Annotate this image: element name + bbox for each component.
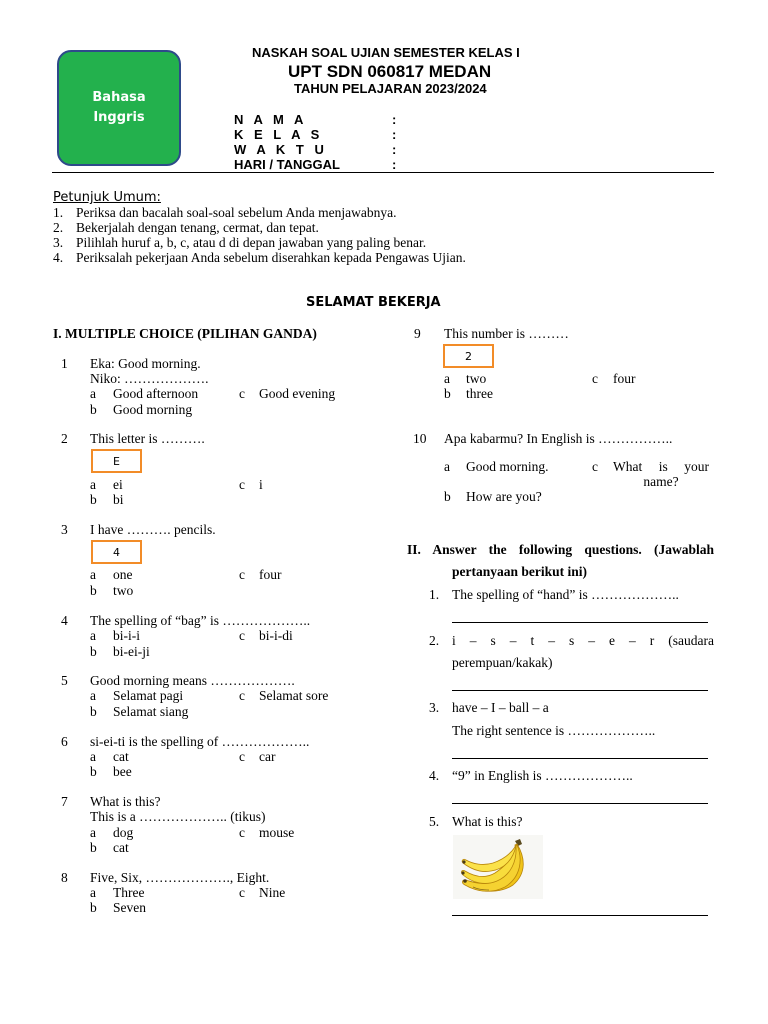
option-c: Nine [259,885,286,900]
instruction-num: 4. [53,250,64,265]
option-a: Three [113,885,145,900]
instruction-num: 3. [53,235,64,250]
subject-badge [57,50,181,166]
option-c: four [259,567,282,582]
question-number: 8 [61,870,68,885]
question-text-2: perempuan/kakak) [452,655,553,670]
option-a: Selamat pagi [113,688,184,703]
question-number: 7 [61,794,68,809]
option-a: cat [113,749,129,764]
option-b-label: b [90,402,97,417]
option-b: bi [113,492,124,507]
field-kelas-colon: : [392,127,397,142]
option-a-label: a [90,688,96,703]
question-number: 1. [429,587,440,602]
question-number: 9 [414,326,421,341]
greeting: SELAMAT BEKERJA [306,295,441,310]
question-number: 4. [429,768,440,783]
option-b-label: b [90,644,97,659]
option-c: Good evening [259,386,336,401]
field-nama-label: N A M A [234,112,307,127]
option-c: bi-i-di [259,628,293,643]
option-b: cat [113,840,129,855]
answer-line [452,690,708,691]
option-b-label: b [90,900,97,915]
field-waktu-colon: : [392,142,397,157]
option-b-label: b [90,840,97,855]
option-a: ei [113,477,123,492]
option-b-label: b [90,492,97,507]
question-text-2: Niko: ………………. [90,371,209,386]
question-number: 4 [61,613,68,628]
option-b: bi-ei-ji [113,644,150,659]
option-b-label: b [444,386,451,401]
option-c-label: c [239,885,245,900]
section2-title: II. Answer the following questions. (Jawablah [407,542,714,557]
option-c-label: c [592,459,598,474]
option-b-label: b [90,764,97,779]
question-text: “9” in English is ……………….. [452,768,633,783]
field-nama-colon: : [392,112,397,127]
option-b-label: b [444,489,451,504]
question-text: I have ………. pencils. [90,522,216,537]
question-text-2: This is a ……………….. (tikus) [90,809,266,824]
option-c-label: c [239,825,245,840]
question-number: 5. [429,814,440,829]
academic-year: TAHUN PELAJARAN 2023/2024 [294,81,487,96]
question-number: 5 [61,673,68,688]
option-c: mouse [259,825,295,840]
option-b-label: b [90,704,97,719]
option-c: What is your name? [613,459,709,489]
question-number: 3 [61,522,68,537]
option-a-label: a [90,749,96,764]
instruction-text: Pilihlah huruf a, b, c, atau d di depan jawaban yang paling benar. [76,235,427,250]
option-c-label: c [239,567,245,582]
question-text: Good morning means ………………. [90,673,295,688]
question-text: This number is ……… [444,326,569,341]
number-box: 2 [443,344,494,368]
question-number: 1 [61,356,68,371]
option-a-label: a [90,567,96,582]
school-name: UPT SDN 060817 MEDAN [288,62,492,81]
question-text: Five, Six, ………………., Eight. [90,870,270,885]
exam-title: NASKAH SOAL UJIAN SEMESTER KELAS I [252,45,520,60]
option-c-label: c [239,386,245,401]
option-b: two [113,583,134,598]
option-b: Good morning [113,402,193,417]
subject-label: Bahasa Inggris [92,90,146,125]
letter-box: E [91,449,142,473]
field-tanggal-label: HARI / TANGGAL [234,157,340,172]
question-number: 10 [413,431,427,446]
question-text: Eka: Good morning. [90,356,201,371]
option-c-label: c [239,688,245,703]
instruction-text: Bekerjalah dengan tenang, cermat, dan tepat. [76,220,319,235]
question-text: This letter is ………. [90,431,205,446]
answer-line [452,758,708,759]
question-number: 3. [429,700,440,715]
option-a: Good morning. [466,459,549,474]
option-b-label: b [90,583,97,598]
option-c-label: c [239,749,245,764]
option-a-label: a [90,386,96,401]
number-box: 4 [91,540,142,564]
banana-image [453,835,543,899]
option-a: one [113,567,133,582]
question-text-2: The right sentence is ……………….. [452,723,656,738]
answer-line [452,915,708,916]
option-a-label: a [444,371,450,386]
instruction-num: 1. [53,205,64,220]
answer-line [452,622,708,623]
instruction-num: 2. [53,220,64,235]
question-number: 2 [61,431,68,446]
option-a-label: a [90,825,96,840]
option-c-label: c [239,628,245,643]
instructions-title: Petunjuk Umum: [53,190,161,205]
option-a-label: a [444,459,450,474]
option-a: Good afternoon [113,386,199,401]
answer-line [452,803,708,804]
option-c: four [613,371,636,386]
instruction-text: Periksa dan bacalah soal-soal sebelum Anda menjawabnya. [76,205,397,220]
option-a: dog [113,825,134,840]
option-b: How are you? [466,489,542,504]
question-text: i – s – t – s – e – r (saudara [452,633,714,648]
question-text: What is this? [452,814,523,829]
option-c: Selamat sore [259,688,329,703]
question-text: have – I – ball – a [452,700,549,715]
option-b: bee [113,764,132,779]
question-text: Apa kabarmu? In English is …………….. [444,431,673,446]
question-number: 2. [429,633,440,648]
field-tanggal-colon: : [392,157,397,172]
option-c: i [259,477,263,492]
field-kelas-label: K E L A S [234,127,323,142]
field-waktu-label: W A K T U [234,142,328,157]
question-text: The spelling of “bag” is ……………….. [90,613,311,628]
header-divider [52,172,714,173]
option-c-label: c [592,371,598,386]
section2-title-2: pertanyaan berikut ini) [452,564,588,579]
question-text: si-ei-ti is the spelling of ……………….. [90,734,310,749]
option-a-label: a [90,628,96,643]
instruction-text: Periksalah pekerjaan Anda sebelum diserahkan kepada Pengawas Ujian. [76,250,466,265]
option-b: three [466,386,493,401]
option-b: Selamat siang [113,704,189,719]
question-text: What is this? [90,794,161,809]
section1-title: I. MULTIPLE CHOICE (PILIHAN GANDA) [53,326,317,341]
option-c: car [259,749,276,764]
option-c-label: c [239,477,245,492]
option-a: two [466,371,487,386]
option-a: bi-i-i [113,628,140,643]
option-b: Seven [113,900,146,915]
question-number: 6 [61,734,68,749]
option-a-label: a [90,885,96,900]
option-a-label: a [90,477,96,492]
question-text: The spelling of “hand” is ……………….. [452,587,679,602]
